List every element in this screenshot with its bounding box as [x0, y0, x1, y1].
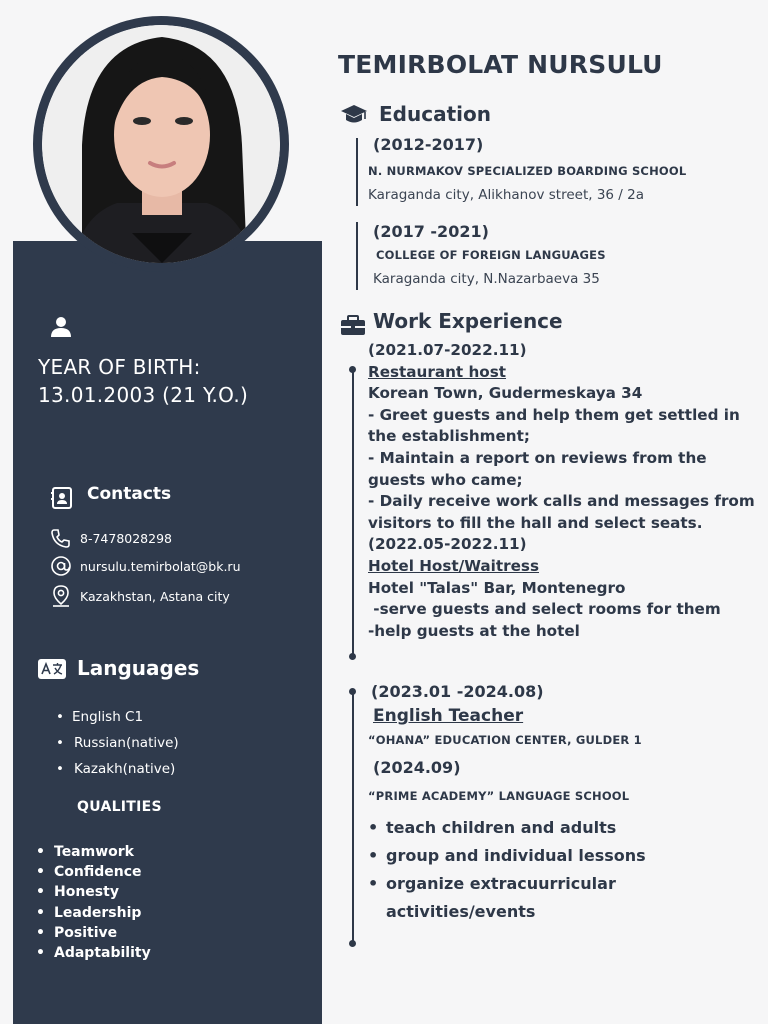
job-duty: - Greet guests and help them get settled in	[368, 405, 740, 424]
education-dates: (2017 -2021)	[373, 222, 489, 241]
job-dates: (2023.01 -2024.08)	[371, 682, 544, 701]
languages-list	[52, 704, 179, 782]
year-of-birth-value: 13.01.2003 (21 Y.O.)	[38, 383, 249, 407]
quality-item: • Leadership	[36, 903, 151, 923]
education-school: N. NURMAKOV SPECIALIZED BOARDING SCHOOL	[368, 164, 687, 178]
timeline-line	[352, 370, 354, 658]
job-role: English Teacher	[373, 706, 524, 726]
at-sign-icon	[50, 555, 72, 577]
location-text: Kazakhstan, Astana city	[80, 588, 230, 604]
timeline-dot	[349, 940, 356, 947]
job-duty: -help guests at the hotel	[368, 621, 580, 640]
timeline-dot	[349, 653, 356, 660]
job-place: “OHANA” EDUCATION CENTER, GULDER 1	[368, 733, 642, 747]
job-duty: • group and individual lessons	[368, 842, 686, 870]
language-item: • Kazakh(native)	[52, 756, 179, 782]
job-duty: guests who came;	[368, 470, 523, 489]
contact-phone[interactable]	[50, 526, 310, 550]
job-duty: • organize extracuurricular	[368, 870, 686, 898]
job-role: Restaurant host	[368, 362, 507, 381]
page-title: TEMIRBOLAT NURSULU	[338, 50, 663, 79]
work-experience-title: Work Experience	[373, 309, 563, 333]
job-place: Hotel "Talas" Bar, Montenegro	[368, 578, 626, 597]
quality-item: • Honesty	[36, 882, 151, 902]
quality-item: • Adaptability	[36, 943, 151, 963]
job-dates: (2022.05-2022.11)	[368, 535, 527, 554]
teaching-duties-list	[368, 814, 686, 926]
email-address: nursulu.temirbolat@bk.ru	[80, 558, 241, 574]
contacts-title: Contacts	[87, 484, 172, 504]
education-address: Karaganda city, N.Nazarbaeva 35	[373, 271, 600, 287]
profile-photo	[42, 25, 280, 263]
education-school: COLLEGE OF FOREIGN LANGUAGES	[376, 248, 606, 262]
person-icon	[50, 316, 72, 342]
education-dates: (2012-2017)	[373, 135, 484, 154]
graduation-cap-icon	[340, 104, 368, 130]
job-duty: • teach children and adults	[368, 814, 686, 842]
translate-icon	[38, 659, 66, 685]
job-duty: visitors to fill the hall and select seats.	[368, 513, 703, 532]
contact-email[interactable]	[50, 554, 310, 578]
phone-number: 8-7478028298	[80, 530, 172, 546]
job-duty: activities/events	[386, 902, 536, 921]
education-address: Karaganda city, Alikhanov street, 36 / 2a	[368, 187, 644, 203]
job-place: “PRIME ACADEMY” LANGUAGE SCHOOL	[368, 789, 630, 803]
quality-item: • Positive	[36, 923, 151, 943]
contacts-icon	[50, 486, 74, 514]
language-item: • English C1	[52, 704, 179, 730]
contact-location	[50, 584, 310, 608]
education-title: Education	[379, 102, 491, 126]
timeline-dot	[349, 366, 356, 373]
languages-title: Languages	[77, 656, 200, 680]
qualities-title: QUALITIES	[77, 799, 162, 815]
briefcase-icon	[340, 314, 366, 340]
phone-icon	[50, 527, 72, 549]
year-of-birth-label: YEAR OF BIRTH:	[38, 355, 201, 379]
qualities-list	[36, 842, 151, 963]
quality-item: • Confidence	[36, 862, 151, 882]
work-block-1	[368, 340, 768, 642]
job-dates: (2024.09)	[373, 758, 461, 777]
job-role: Hotel Host/Waitress	[368, 556, 539, 575]
timeline-dot	[349, 688, 356, 695]
job-dates: (2021.07-2022.11)	[368, 341, 527, 359]
profile-photo-frame	[33, 16, 289, 272]
location-pin-icon	[50, 584, 72, 608]
quality-item: • Teamwork	[36, 842, 151, 862]
year-of-birth	[38, 353, 248, 409]
job-place: Korean Town, Gudermeskaya 34	[368, 384, 643, 403]
job-duty: - Maintain a report on reviews from the	[368, 448, 707, 467]
timeline-line	[352, 693, 354, 943]
job-duty: -serve guests and select rooms for them	[368, 600, 721, 619]
timeline-line	[356, 138, 358, 206]
language-item: • Russian(native)	[52, 730, 179, 756]
job-duty: - Daily receive work calls and messages from	[368, 492, 755, 511]
timeline-line	[356, 222, 358, 290]
job-duty: the establishment;	[368, 427, 530, 446]
